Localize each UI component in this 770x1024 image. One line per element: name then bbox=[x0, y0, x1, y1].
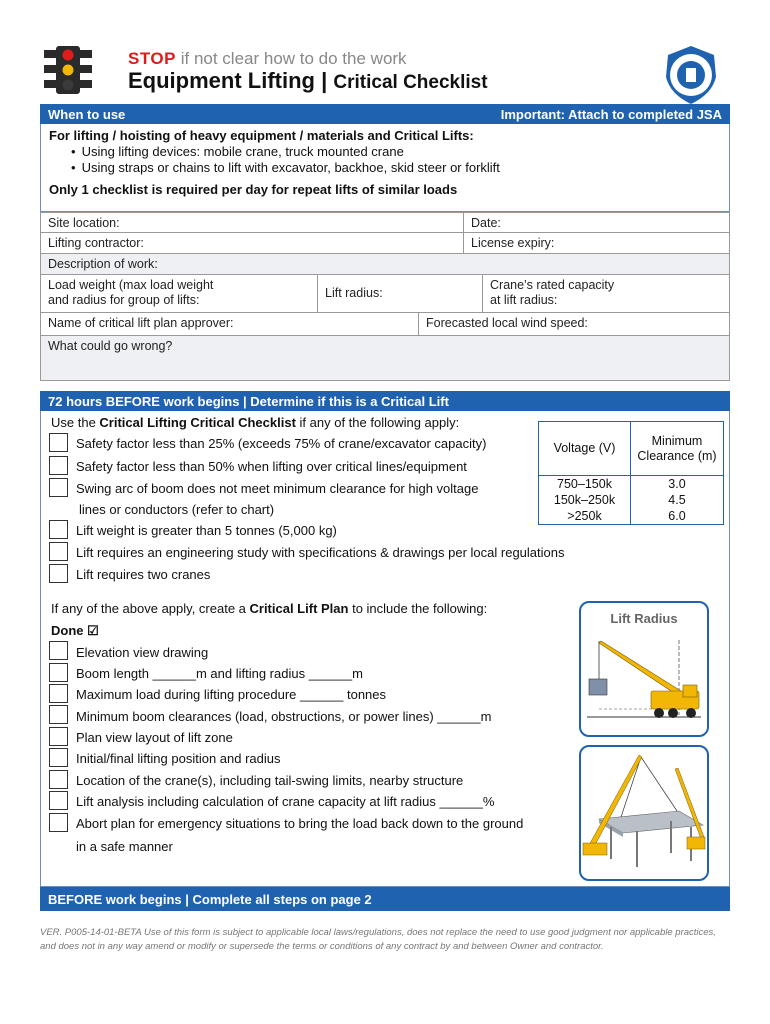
criteria-item: Swing arc of boom does not meet minimum clearance for high voltage bbox=[76, 481, 479, 496]
plan-instruction bbox=[51, 601, 487, 617]
use-checklist-instruction bbox=[51, 415, 459, 431]
criteria-checkbox[interactable] bbox=[49, 433, 68, 452]
criteria-item: Lift requires two cranes bbox=[76, 567, 211, 582]
plan-checkbox[interactable] bbox=[49, 813, 68, 832]
criteria-item-continued: lines or conductors (refer to chart) bbox=[79, 502, 275, 517]
critical-lift-band-label: 72 hours BEFORE work begins | Determine if this is a Critical Lift bbox=[48, 393, 449, 409]
before-work-band bbox=[40, 887, 730, 911]
when-to-use-label: When to use bbox=[48, 106, 126, 122]
crane-structure-panel bbox=[579, 745, 709, 881]
use-post-text: if any of the following apply: bbox=[295, 415, 460, 430]
what-could-go-wrong-field[interactable]: What could go wrong? bbox=[41, 336, 729, 380]
lift-radius-illustration bbox=[579, 601, 709, 737]
stop-text: if not clear how to do the work bbox=[180, 49, 407, 68]
crane-capacity-label-1: Crane’s rated capacity bbox=[490, 278, 615, 292]
title-main: Equipment Lifting bbox=[128, 68, 315, 93]
plan-item: Location of the crane(s), including tail-swing limits, nearby structure bbox=[76, 773, 464, 788]
footer-disclaimer bbox=[40, 926, 730, 954]
description-field[interactable]: Description of work: bbox=[41, 254, 729, 274]
load-weight-label-1: Load weight (max load weight bbox=[48, 278, 214, 292]
plan-post-text: to include the following: bbox=[348, 601, 488, 616]
lift-radius-label: Lift Radius bbox=[610, 611, 678, 626]
criteria-checkbox[interactable] bbox=[49, 520, 68, 539]
plan-checkbox[interactable] bbox=[49, 727, 68, 746]
date-field[interactable]: Date: bbox=[471, 216, 501, 230]
stop-word: STOP bbox=[128, 49, 176, 68]
criteria-item: Lift requires an engineering study with specifications & drawings per local regulations bbox=[76, 545, 565, 560]
voltage-cell: 750–150k bbox=[539, 476, 631, 492]
site-location-field[interactable]: Site location: bbox=[41, 213, 464, 232]
footer-line: and does not in any way amend or modify or supersede the terms or conditions of any contract by and between Owner and contractor. bbox=[40, 941, 604, 952]
one-checklist-note: Only 1 checklist is required per day for repeat lifts of similar loads bbox=[49, 182, 458, 197]
crane-capacity-field[interactable] bbox=[483, 275, 729, 312]
plan-checkbox[interactable] bbox=[49, 641, 68, 660]
intro-bullet: • Using straps or chains to lift with excavator, backhoe, skid steer or forklift bbox=[71, 160, 721, 176]
lift-radius-field[interactable]: Lift radius: bbox=[318, 275, 483, 312]
criteria-item: Lift weight is greater than 5 tonnes (5,000 kg) bbox=[76, 523, 337, 538]
plan-checkbox[interactable] bbox=[49, 684, 68, 703]
plan-item: Initial/final lifting position and radius bbox=[76, 751, 281, 766]
plan-item-continued: in a safe manner bbox=[76, 839, 173, 854]
table-row bbox=[539, 492, 723, 508]
when-to-use-band bbox=[40, 104, 730, 124]
license-expiry-field[interactable]: License expiry: bbox=[471, 236, 555, 250]
plan-checkbox[interactable] bbox=[49, 663, 68, 682]
stop-warning bbox=[128, 49, 407, 69]
crane-capacity-label-2: at lift radius: bbox=[490, 293, 558, 307]
plan-item: Maximum load during lifting procedure ______ tonnes bbox=[76, 687, 387, 702]
clearance-header: Minimum Clearance (m) bbox=[637, 433, 717, 463]
plan-item: Lift analysis including calculation of crane capacity at lift radius ______% bbox=[76, 794, 495, 809]
plan-checkbox[interactable] bbox=[49, 770, 68, 789]
load-weight-label-2: and radius for group of lifts: bbox=[48, 293, 200, 307]
page-header bbox=[40, 40, 730, 102]
table-row bbox=[539, 476, 723, 492]
voltage-clearance-table bbox=[538, 421, 724, 525]
site-info-form bbox=[40, 212, 730, 381]
crane-radius-illustration bbox=[581, 635, 706, 735]
plan-checkbox[interactable] bbox=[49, 748, 68, 767]
attach-jsa-note: Important: Attach to completed JSA bbox=[500, 106, 722, 122]
voltage-cell: 150k–250k bbox=[539, 492, 631, 508]
criteria-item: Safety factor less than 50% when lifting over critical lines/equipment bbox=[76, 459, 467, 474]
voltage-header: Voltage (V) bbox=[539, 422, 631, 475]
title-separator: | bbox=[321, 68, 328, 93]
plan-pre-text: If any of the above apply, create a bbox=[51, 601, 250, 616]
before-work-label: BEFORE work begins | Complete all steps on page 2 bbox=[48, 891, 372, 907]
title-sub: Critical Checklist bbox=[333, 72, 488, 93]
criteria-checkbox[interactable] bbox=[49, 564, 68, 583]
intro-bullet: • Using lifting devices: mobile crane, truck mounted crane bbox=[71, 144, 721, 160]
criteria-checkbox[interactable] bbox=[49, 456, 68, 475]
crane-structure-illustration bbox=[581, 749, 706, 879]
plan-item: Minimum boom clearances (load, obstructions, or power lines) ______m bbox=[76, 709, 492, 724]
footer-line: VER. P005-14-01-BETA Use of this form is subject to applicable local laws/regulations, does not replace the need to use good judgment nor applicable practices, bbox=[40, 927, 716, 938]
intro-bullets bbox=[49, 144, 721, 176]
clearance-cell: 6.0 bbox=[668, 509, 686, 523]
load-weight-field[interactable] bbox=[41, 275, 318, 312]
intro-heading: For lifting / hoisting of heavy equipment / materials and Critical Lifts: bbox=[49, 128, 474, 143]
criteria-checkbox[interactable] bbox=[49, 478, 68, 497]
plan-checkbox[interactable] bbox=[49, 791, 68, 810]
use-bold-text: Critical Lifting Critical Checklist bbox=[99, 415, 296, 430]
criteria-checkbox[interactable] bbox=[49, 542, 68, 561]
plan-item: Abort plan for emergency situations to bring the load back down to the ground bbox=[76, 816, 524, 831]
plan-checkbox[interactable] bbox=[49, 705, 68, 724]
criteria-item: Safety factor less than 25% (exceeds 75% of crane/excavator capacity) bbox=[76, 436, 487, 451]
use-pre-text: Use the bbox=[51, 415, 100, 430]
wind-speed-field[interactable]: Forecasted local wind speed: bbox=[426, 316, 588, 330]
clearance-cell: 3.0 bbox=[668, 477, 686, 491]
plan-bold-text: Critical Lift Plan bbox=[249, 601, 349, 616]
page-title bbox=[128, 68, 488, 94]
approver-field[interactable]: Name of critical lift plan approver: bbox=[41, 313, 419, 335]
voltage-cell: >250k bbox=[539, 508, 631, 524]
plan-item: Elevation view drawing bbox=[76, 645, 209, 660]
critical-lift-band bbox=[40, 391, 730, 411]
traffic-light-icon bbox=[42, 44, 94, 96]
done-label: Done ☑ bbox=[51, 623, 99, 638]
clearance-cell: 4.5 bbox=[668, 493, 686, 507]
safety-seal-icon bbox=[660, 44, 722, 106]
critical-lift-section bbox=[40, 411, 730, 887]
intro-section bbox=[40, 124, 730, 212]
plan-item: Plan view layout of lift zone bbox=[76, 730, 233, 745]
lifting-contractor-field[interactable]: Lifting contractor: bbox=[41, 233, 464, 253]
plan-item: Boom length ______m and lifting radius ______m bbox=[76, 666, 363, 681]
table-row bbox=[539, 508, 723, 524]
